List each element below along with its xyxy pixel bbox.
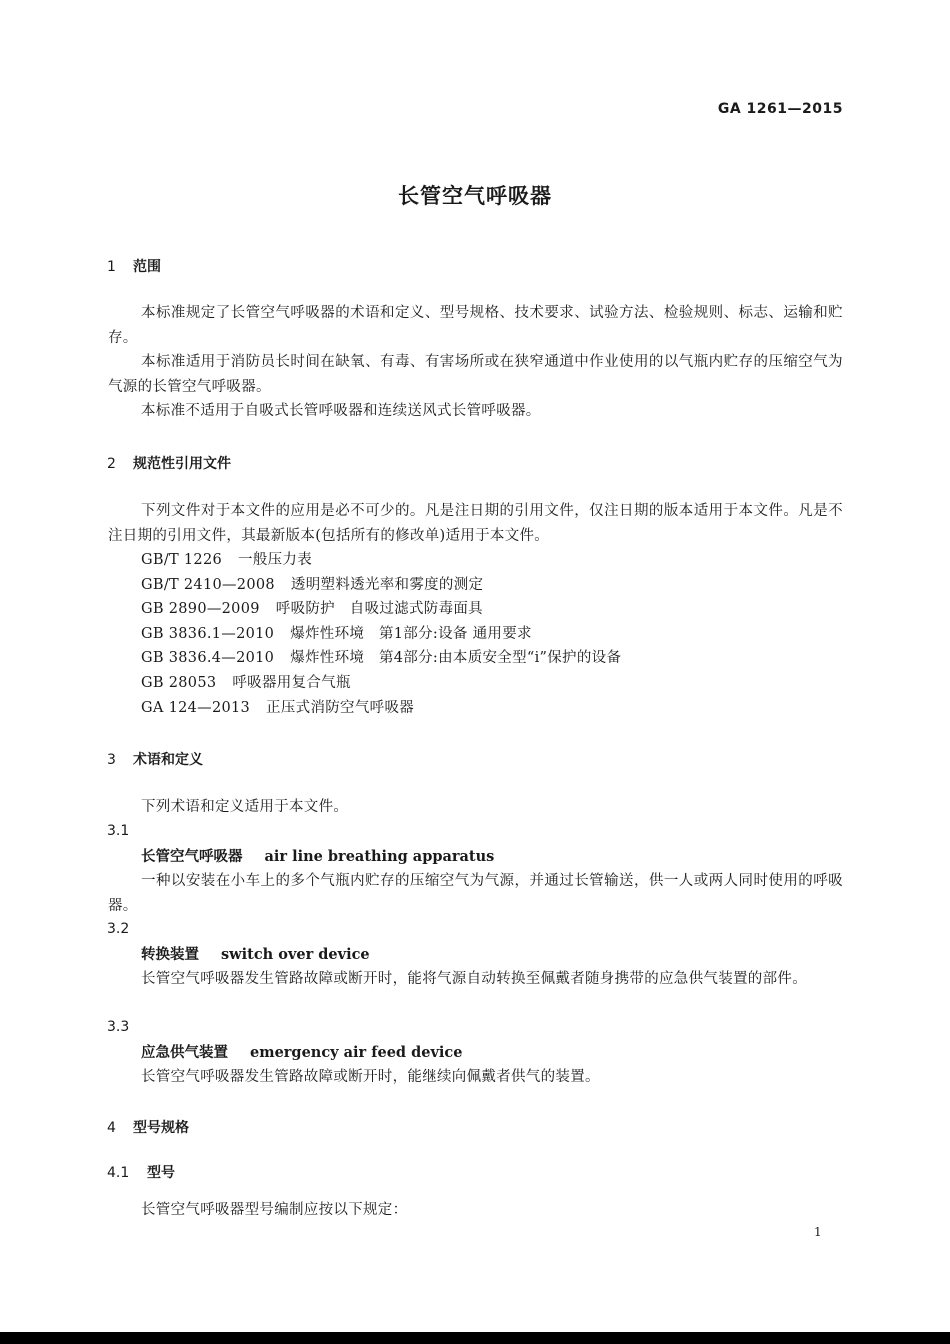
reference-item — [141, 548, 312, 569]
scope-paragraph-3: 本标准不适用于自吸式长管呼吸器和连续送风式长管呼吸器。 — [141, 403, 541, 419]
reference-code: GB/T 2410—2008 — [141, 577, 275, 593]
scope-paragraph-2: 本标准适用于消防员长时间在缺氧、有毒、有害场所或在狭窄通道中作业使用的以气瓶内贮存的压缩空气为气源的长管空气呼吸器。 — [108, 354, 843, 395]
term-en: switch over device — [221, 946, 370, 963]
document-title: 长管空气呼吸器 — [398, 184, 552, 208]
section-title: 术语和定义 — [133, 752, 203, 768]
reference-title: 爆炸性环境 第4部分:由本质安全型“i”保护的设备 — [290, 650, 622, 666]
standard-code: GA 1261—2015 — [717, 101, 843, 117]
reference-item — [141, 573, 483, 594]
term-zh: 转换装置 — [141, 946, 199, 963]
terms-intro: 下列术语和定义适用于本文件。 — [141, 799, 349, 815]
reference-code: GB 3836.4—2010 — [141, 650, 275, 666]
page-bottom-edge — [0, 1332, 950, 1344]
reference-item — [141, 622, 532, 643]
term-heading — [141, 1041, 462, 1062]
scope-paragraph-1: 本标准规定了长管空气呼吸器的术语和定义、型号规格、技术要求、试验方法、检验规则、标志、运输和贮存。 — [108, 305, 843, 346]
section-2-heading — [107, 453, 231, 473]
reference-code: GB 3836.1—2010 — [141, 626, 275, 642]
section-title: 范围 — [133, 259, 161, 275]
subsection-title: 型号 — [147, 1165, 175, 1181]
term-en: air line breathing apparatus — [264, 848, 495, 865]
term-number: 3.1 — [107, 823, 130, 839]
term-definition: 一种以安装在小车上的多个气瓶内贮存的压缩空气为气源，并通过长管输送，供一人或两人同时使用的呼吸器。 — [108, 873, 843, 914]
reference-item — [141, 696, 414, 717]
term-zh: 长管空气呼吸器 — [141, 848, 243, 865]
term-zh: 应急供气装置 — [141, 1044, 228, 1061]
reference-title: 一般压力表 — [238, 552, 313, 568]
term-en: emergency air feed device — [250, 1044, 463, 1061]
term-heading — [141, 845, 494, 866]
term-heading — [141, 943, 370, 964]
references-intro: 下列文件对于本文件的应用是必不可少的。凡是注日期的引用文件，仅注日期的版本适用于本文件。凡是不注日期的引用文件，其最新版本(包括所有的修改单)适用于本文件。 — [108, 503, 843, 544]
section-number: 4 — [107, 1120, 116, 1136]
reference-title: 正压式消防空气呼吸器 — [266, 700, 415, 716]
reference-item — [141, 671, 351, 692]
model-rule-text: 长管空气呼吸器型号编制应按以下规定： — [141, 1202, 408, 1218]
section-number: 1 — [107, 259, 116, 275]
reference-code: GA 124—2013 — [141, 700, 251, 716]
term-definition: 长管空气呼吸器发生管路故障或断开时，能继续向佩戴者供气的装置。 — [141, 1069, 600, 1085]
section-title: 规范性引用文件 — [133, 456, 231, 472]
section-title: 型号规格 — [133, 1120, 189, 1136]
term-definition: 长管空气呼吸器发生管路故障或断开时，能将气源自动转换至佩戴者随身携带的应急供气装置的部件。 — [141, 971, 807, 987]
section-1-heading — [107, 256, 161, 276]
section-number: 3 — [107, 752, 116, 768]
term-number: 3.3 — [107, 1019, 130, 1035]
section-number: 2 — [107, 456, 116, 472]
reference-title: 透明塑料透光率和雾度的测定 — [290, 577, 484, 593]
reference-item — [141, 646, 621, 667]
reference-item — [141, 597, 483, 618]
reference-title: 爆炸性环境 第1部分:设备 通用要求 — [290, 626, 532, 642]
reference-title: 呼吸防护 自吸过滤式防毒面具 — [275, 601, 483, 617]
subsection-number: 4.1 — [107, 1165, 130, 1181]
page-number: 1 — [814, 1225, 822, 1239]
subsection-4-1-heading — [107, 1162, 175, 1182]
reference-title: 呼吸器用复合气瓶 — [232, 675, 351, 691]
section-3-heading — [107, 749, 203, 769]
section-4-heading — [107, 1117, 189, 1137]
term-number: 3.2 — [107, 921, 130, 937]
reference-code: GB 28053 — [141, 675, 217, 691]
reference-code: GB 2890—2009 — [141, 601, 260, 617]
reference-code: GB/T 1226 — [141, 552, 223, 568]
